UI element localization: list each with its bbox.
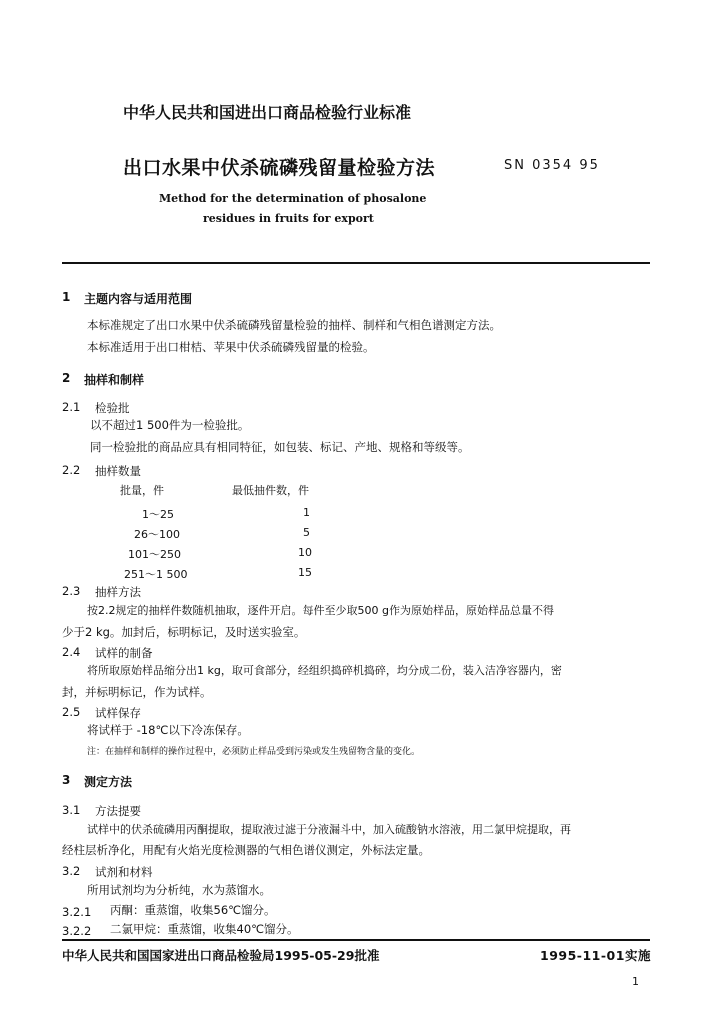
paragraph: 将试样于 -18℃以下冷冻保存。 bbox=[87, 723, 249, 737]
standard-number: SN 0354 95 bbox=[504, 158, 600, 173]
table-cell-batch: 251～1 500 bbox=[124, 568, 188, 581]
subsection-title: 试剂和材料 bbox=[95, 865, 153, 879]
table-cell-min: 10 bbox=[298, 546, 312, 559]
header-rule bbox=[62, 262, 650, 264]
section-1-number: 1 bbox=[62, 290, 71, 304]
paragraph: 同一检验批的商品应具有相同特征，如包装、标记、产地、规格和等级等。 bbox=[90, 440, 470, 454]
subsection-number: 3.2.1 bbox=[62, 905, 92, 919]
sampling-table bbox=[120, 482, 360, 582]
subsection-title: 方法提要 bbox=[95, 804, 141, 818]
section-2-number: 2 bbox=[62, 371, 71, 385]
paragraph: 丙酮：重蒸馏，收集56℃馏分。 bbox=[110, 903, 276, 917]
subsection-number: 3.2 bbox=[62, 864, 81, 878]
document-title: 出口水果中伏杀硫磷残留量检验方法 bbox=[123, 157, 436, 179]
footer-rule bbox=[62, 939, 650, 941]
section-1-paragraph: 本标准规定了出口水果中伏杀硫磷残留量检验的抽样、制样和气相色谱测定方法。 bbox=[87, 318, 501, 332]
table-cell-min: 1 bbox=[303, 506, 310, 519]
subsection-number: 3.2.2 bbox=[62, 924, 92, 938]
subsection-number: 2.5 bbox=[62, 705, 81, 719]
english-title-line1: Method for the determination of phosalone bbox=[159, 192, 427, 205]
table-header-min-samples: 最低抽件数，件 bbox=[232, 484, 309, 497]
subsection-number: 3.1 bbox=[62, 803, 81, 817]
subsection-number: 2.1 bbox=[62, 400, 81, 414]
paragraph: 少于2 kg。加封后，标明标记，及时送实验室。 bbox=[62, 625, 306, 639]
section-3-number: 3 bbox=[62, 773, 71, 787]
subsection-title: 试样的制备 bbox=[95, 646, 153, 660]
table-header-batch: 批量，件 bbox=[120, 484, 164, 497]
subsection-title: 抽样方法 bbox=[95, 585, 141, 599]
table-cell-batch: 101～250 bbox=[128, 548, 181, 561]
table-cell-batch: 26～100 bbox=[134, 528, 180, 541]
paragraph: 按2.2规定的抽样件数随机抽取，逐件开启。每件至少取500 g作为原始样品，原始样品总量不得 bbox=[87, 604, 554, 617]
paragraph: 将所取原始样品缩分出1 kg，取可食部分，经组织捣碎机捣碎，均分成二份，装入洁净容器内，密 bbox=[87, 664, 562, 677]
note: 注：在抽样和制样的操作过程中，必须防止样品受到污染或发生残留物含量的变化。 bbox=[87, 747, 421, 757]
implementation-date: 1995-11-01实施 bbox=[540, 948, 651, 963]
subsection-number: 2.2 bbox=[62, 463, 81, 477]
subsection-number: 2.4 bbox=[62, 645, 81, 659]
table-cell-batch: 1～25 bbox=[142, 508, 174, 521]
subsection-title: 试样保存 bbox=[95, 706, 141, 720]
paragraph: 二氯甲烷：重蒸馏，收集40℃馏分。 bbox=[110, 922, 299, 936]
subsection-title: 抽样数量 bbox=[95, 464, 141, 478]
subsection-title: 检验批 bbox=[95, 401, 130, 415]
paragraph: 试样中的伏杀硫磷用丙酮提取，提取液过滤于分液漏斗中，加入硫酸钠水溶液，用二氯甲烷提取，再 bbox=[87, 823, 571, 836]
subsection-number: 2.3 bbox=[62, 584, 81, 598]
section-1-paragraph: 本标准适用于出口柑桔、苹果中伏杀硫磷残留量的检验。 bbox=[87, 340, 375, 354]
page-number: 1 bbox=[632, 975, 639, 988]
org-standard-heading: 中华人民共和国进出口商品检验行业标准 bbox=[123, 103, 412, 122]
table-cell-min: 15 bbox=[298, 566, 312, 579]
english-title-line2: residues in fruits for export bbox=[203, 212, 374, 225]
approval-line: 中华人民共和国国家进出口商品检验局1995-05-29批准 bbox=[62, 948, 380, 963]
paragraph: 封，并标明标记，作为试样。 bbox=[62, 685, 212, 699]
section-1-title: 主题内容与适用范围 bbox=[84, 292, 193, 306]
section-2-title: 抽样和制样 bbox=[84, 373, 145, 387]
table-cell-min: 5 bbox=[303, 526, 310, 539]
paragraph: 以不超过1 500件为一检验批。 bbox=[90, 418, 250, 432]
paragraph: 经柱层析净化，用配有火焰光度检测器的气相色谱仪测定，外标法定量。 bbox=[62, 843, 430, 857]
section-3-title: 测定方法 bbox=[84, 775, 133, 789]
paragraph: 所用试剂均为分析纯，水为蒸馏水。 bbox=[87, 883, 271, 897]
